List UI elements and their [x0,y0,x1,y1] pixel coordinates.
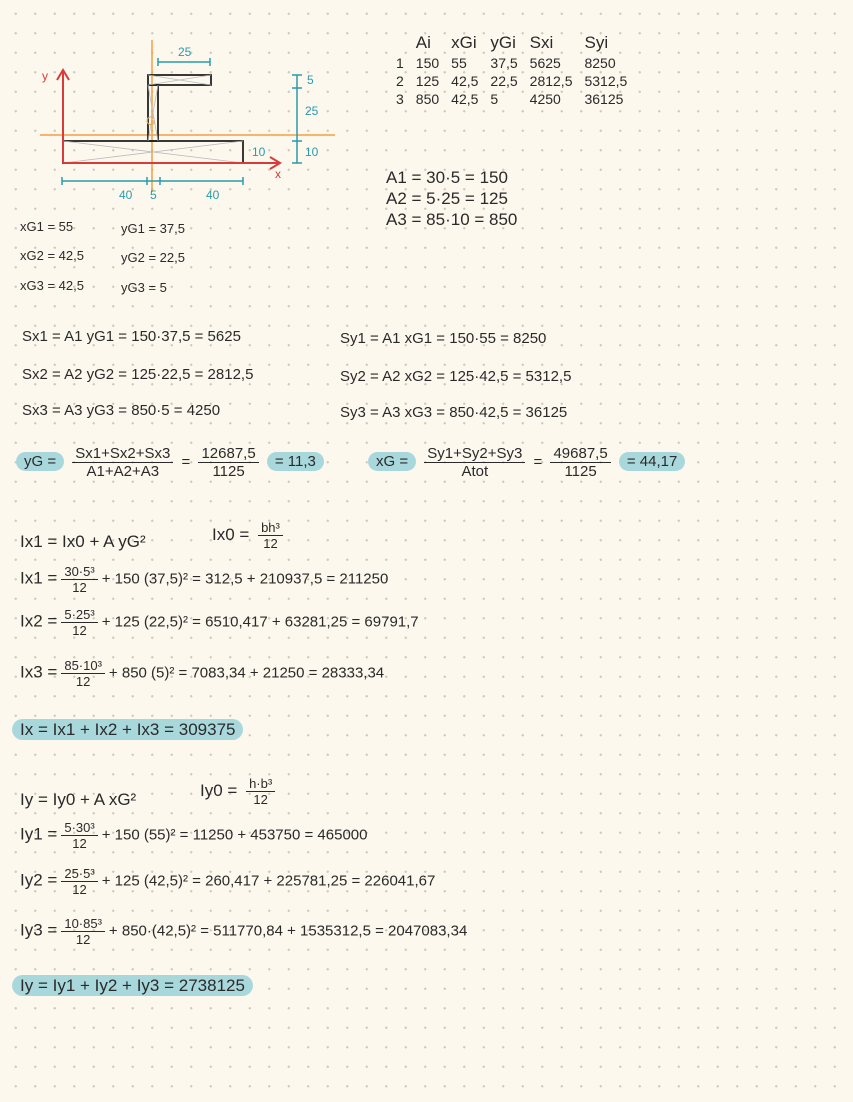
cell: 2812,5 [529,73,573,89]
cell: 850 [415,91,440,107]
row-fraction [61,820,97,851]
numerator: bh³ [258,520,283,536]
row-label: Iy2 = [20,870,58,890]
ix-total-value: Ix = Ix1 + Ix2 + Ix3 = 309375 [12,719,243,740]
row-rest: + 150 (55)² = 11250 + 453750 = 465000 [101,826,368,844]
iy-total [12,976,253,996]
numerator: 30·5³ [61,564,97,580]
row-label: Ix3 = [20,662,58,682]
area-2: A2 = 5·25 = 125 [386,189,508,208]
dim-right-1: 5 [307,73,314,87]
denominator: 12 [72,623,87,638]
header-cell: yGi [490,33,516,52]
sy2: Sy2 = A2 xG2 = 125·42,5 = 5312,5 [340,368,572,385]
header-cell: Syi [584,33,609,52]
ix3-row [20,658,384,689]
dim-right-3: 10 [305,145,319,159]
xg3: xG3 = 42,5 [20,278,84,293]
ix-total [12,720,243,740]
table-header [390,32,633,54]
header-cell [390,32,410,54]
row-rest: + 125 (22,5)² = 6510,417 + 63281,25 = 69791,7 [101,613,419,631]
cell: 5312,5 [584,73,628,89]
xg-value-fraction [550,445,610,480]
data-table [390,32,633,108]
dim-bottom-3: 40 [206,188,220,202]
numerator: 49687,5 [550,445,610,463]
denominator: 12 [75,674,91,689]
x-axis-label: x [275,167,281,181]
dim-bottom-1: 40 [119,188,133,202]
numerator: 12687,5 [198,445,258,463]
xg2: xG2 = 42,5 [20,248,84,263]
row-label: Iy1 = [20,824,58,844]
table-row [390,90,633,108]
sx1: Sx1 = A1 yG1 = 150·37,5 = 5625 [22,328,241,345]
row-fraction [61,916,105,947]
cell: 5625 [529,55,561,71]
numerator: Sx1+Sx2+Sx3 [72,445,173,463]
denominator: 1125 [212,463,245,480]
numerator: 10·85³ [61,916,105,932]
yg3: yG3 = 5 [121,280,167,295]
ix-formula: Ix1 = Ix0 + A yG² [20,532,146,551]
ix1-row [20,564,388,595]
row-rest: + 850 (5)² = 7083,34 + 21250 = 28333,34 [108,664,385,682]
iy0-fraction [246,776,275,807]
y-axis-label: y [42,69,48,83]
yg2: yG2 = 22,5 [121,250,185,265]
centroid-label: G [146,114,156,128]
header-cell: xGi [451,33,477,52]
denominator: 12 [72,836,87,851]
dim-right-2: 25 [305,104,319,118]
cell: 150 [415,55,440,71]
yg-formula [16,445,324,480]
numerator: 5·30³ [61,820,97,836]
sx3: Sx3 = A3 yG3 = 850·5 = 4250 [22,402,221,419]
numerator: Sy1+Sy2+Sy3 [424,445,525,463]
dimension-lines [62,58,302,185]
denominator: 12 [72,882,87,897]
ix0-label: Ix0 = [212,524,250,544]
denominator: 12 [75,932,91,947]
iy2-row [20,866,435,897]
row-fraction [61,866,97,897]
yg-label: yG = [16,452,64,471]
cell: 36125 [584,91,624,107]
yg-result: = 11,3 [267,452,324,471]
cell: 3 [396,91,404,107]
cell: 2 [396,73,404,89]
cross-section-diagram [0,0,360,210]
cell: 1 [396,55,404,71]
cell: 42,5 [451,73,479,89]
row-rest: + 850·(42,5)² = 511770,84 + 1535312,5 = 2047083,34 [108,922,468,940]
ix0-fraction [258,520,283,551]
cell: 5 [490,91,499,107]
dim-bottom-2: 5 [150,188,157,202]
row-label: Ix1 = [20,568,58,588]
cell: 8250 [584,55,616,71]
table-row [390,54,633,72]
xg-label: xG = [368,452,416,471]
sy3: Sy3 = A3 xG3 = 850·42,5 = 36125 [340,404,568,421]
denominator: 1125 [564,463,597,480]
numerator: h·b³ [246,776,275,792]
yg-fraction [72,445,173,480]
cell: 42,5 [451,91,479,107]
equals: = [181,453,191,471]
xg-formula [368,445,685,480]
iy0-label: Iy0 = [200,780,238,800]
row-fraction [61,658,105,689]
cell: 125 [415,73,440,89]
row-rest: + 125 (42,5)² = 260,417 + 225781,25 = 226041,67 [101,872,436,890]
iy0-formula [200,776,279,807]
numerator: 85·10³ [61,658,105,674]
denominator: 12 [253,792,268,807]
sx2: Sx2 = A2 yG2 = 125·22,5 = 2812,5 [22,366,254,383]
numerator: 5·25³ [61,607,97,623]
row-label: Ix2 = [20,611,58,631]
cell: 37,5 [490,55,518,71]
header-cell: Ai [415,33,431,52]
numerator: 25·5³ [61,866,97,882]
iy1-row [20,820,367,851]
header-cell: Sxi [529,33,554,52]
denominator: 12 [72,580,87,595]
yg1: yG1 = 37,5 [121,221,185,236]
dim-flange: 10 [252,145,266,159]
cell: 22,5 [490,73,518,89]
equals: = [533,453,543,471]
xg-result: = 44,17 [619,452,685,471]
xg-fraction [424,445,525,480]
iy3-row [20,916,467,947]
table-row [390,72,633,90]
yg-value-fraction [198,445,258,480]
sy1: Sy1 = A1 xG1 = 150·55 = 8250 [340,330,547,347]
xg1: xG1 = 55 [20,219,74,234]
denominator: 12 [263,536,278,551]
row-label: Iy3 = [20,920,58,940]
area-3: A3 = 85·10 = 850 [386,210,518,229]
denominator: A1+A2+A3 [86,463,160,480]
row-fraction [61,564,97,595]
area-1: A1 = 30·5 = 150 [386,168,508,187]
iy-total-value: Iy = Iy1 + Iy2 + Iy3 = 2738125 [12,975,253,996]
cell: 55 [451,55,467,71]
row-fraction [61,607,97,638]
ix2-row [20,607,419,638]
dim-top-label: 25 [178,45,192,59]
row-rest: + 150 (37,5)² = 312,5 + 210937,5 = 211250 [101,570,389,588]
denominator: Atot [461,463,489,480]
ix0-formula [212,520,287,551]
cell: 4250 [529,91,561,107]
iy-formula: Iy = Iy0 + A xG² [20,790,137,809]
